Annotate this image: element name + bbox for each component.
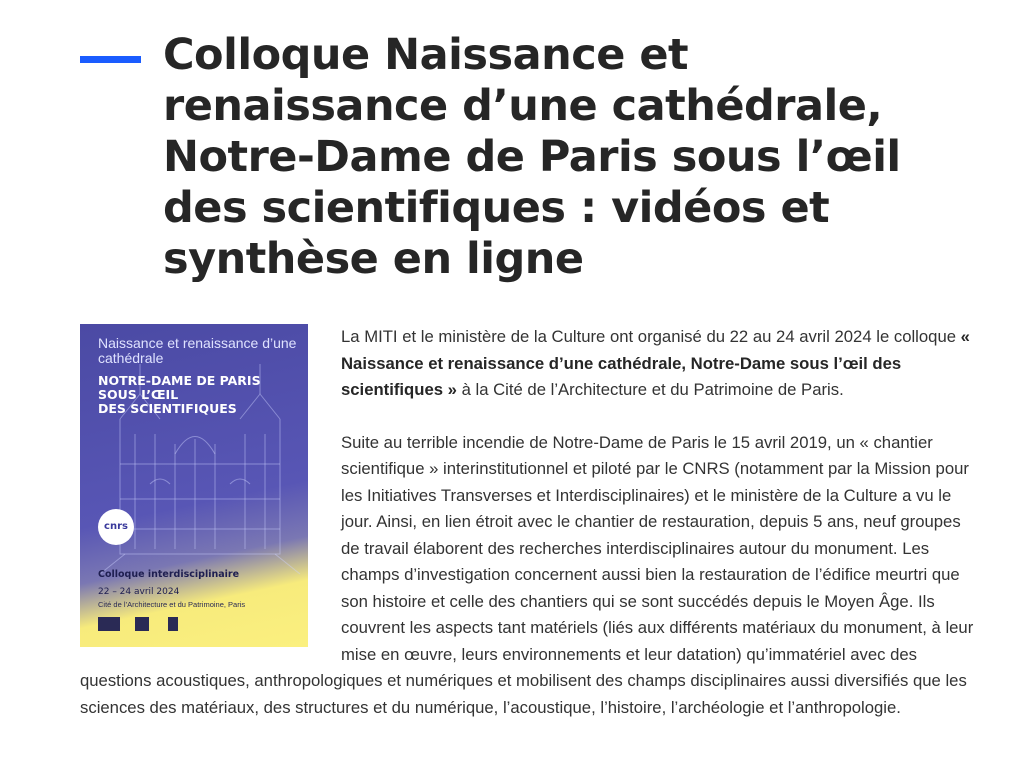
poster-subtitle: Naissance et renaissance d’une cathédrale <box>98 335 297 366</box>
intro-text-end: à la Cité de l’Architecture et du Patrimoine de Paris. <box>456 380 844 399</box>
cnrs-logo-icon: cnrs <box>98 509 134 545</box>
title-accent-bar <box>80 56 141 63</box>
poster-title-line: DES SCIENTIFIQUES <box>98 401 237 416</box>
conference-poster-image[interactable] <box>80 324 308 647</box>
colloquium-title-highlight: « Naissance et renaissance d’une cathédrale, Notre-Dame sous l’œil des scientifiques » <box>341 327 970 399</box>
page-title: Colloque Naissance et renaissance d’une cathédrale, Notre-Dame de Paris sous l’œil des scientifiques : vidéos et synthèse en ligne <box>163 30 901 284</box>
intro-text: La MITI et le ministère de la Culture ont organisé du 22 au 24 avril 2024 le colloque <box>341 327 961 346</box>
partner-logo-icon <box>98 617 120 631</box>
partner-logo-icon <box>168 617 178 631</box>
poster-title-line: SOUS L’ŒIL <box>98 387 179 402</box>
partner-logo-icon <box>135 617 149 631</box>
poster-title <box>98 374 298 416</box>
poster-venue: Cité de l’Architecture et du Patrimoine, Paris <box>98 600 246 609</box>
poster-dates: 22 – 24 avril 2024 <box>98 587 180 597</box>
context-paragraph: Suite au terrible incendie de Notre-Dame de Paris le 15 avril 2019, un « chantier scientifique » interinstitutionnel et piloté par le CNRS (notamment par la Mission pour les Initiatives Transverses et Interdisciplinaires) et le ministère de la Culture a vu le jour. Ainsi, en lien étroit avec le chantier de restauration, depuis 5 ans, neuf groupes de travail élaborent des recherches interdisciplinaires autour du monument. Les champs d’investigation concernent aussi bien la restauration de l’édifice meurtri que son histoire et celle des chantiers qui se sont succédés depuis le Moyen Âge. Ils couvrent les aspects tant matériels (liés aux différents matériaux du monument, à leur mise en œuvre, leurs environnements et leur datation) qu’immatériel avec des questions acoustiques, anthropologiques et numériques et mobilisent des champs disciplinaires aussi diversifiés que les sciences des matériaux, des structures et du numérique, l’acoustique, l’histoire, l’archéologie et l’anthropologie. <box>80 432 974 717</box>
poster-title-line: NOTRE-DAME DE PARIS <box>98 373 261 388</box>
poster-event-label: Colloque interdisciplinaire <box>98 569 240 580</box>
article-body <box>80 324 980 747</box>
